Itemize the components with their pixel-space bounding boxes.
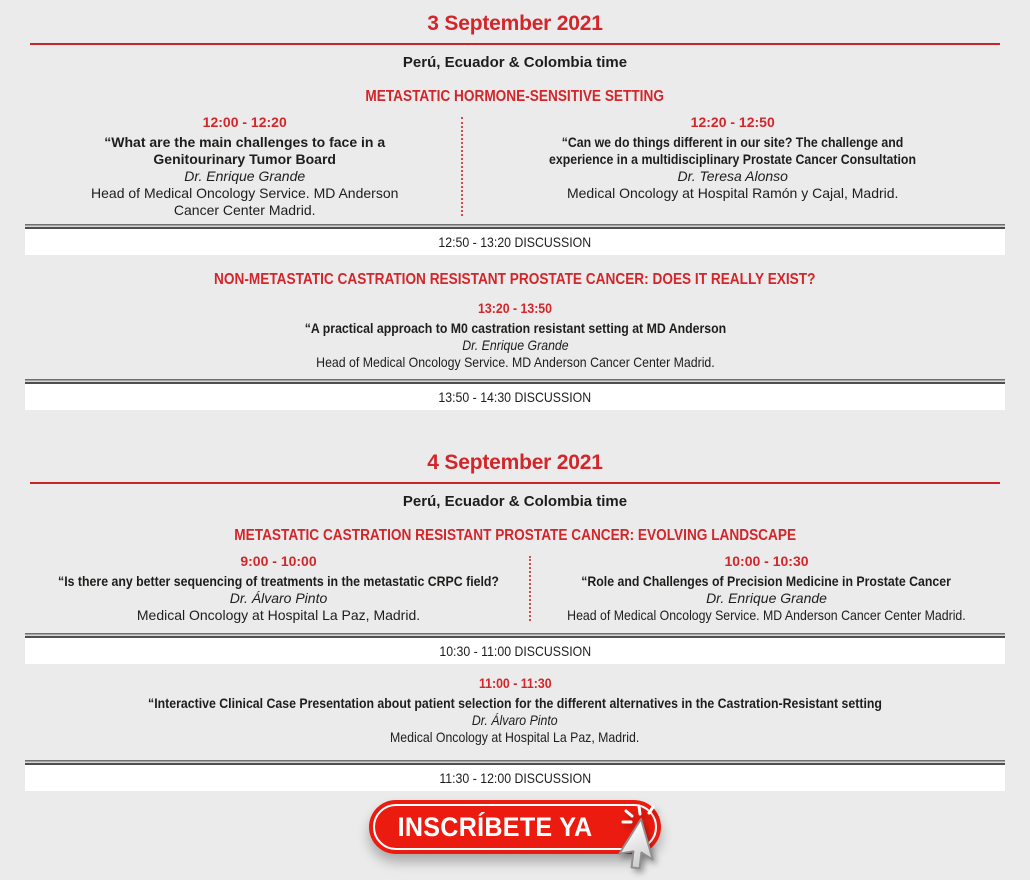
session-title: “What are the main challenges to face in a Genitourinary Tumor Board: [104, 134, 386, 167]
session-speaker: Dr. Álvaro Pinto: [472, 712, 558, 728]
session-title: “Is there any better sequencing of treatments in the metastatic CRPC field?: [58, 573, 499, 589]
session-time: 13:20 - 13:50: [478, 300, 552, 316]
session-title: “A practical approach to M0 castration resistant setting at MD Anderson: [304, 320, 726, 336]
session-title: “Role and Challenges of Precision Medicine in Prostate Cancer: [581, 573, 952, 589]
discussion-bar: [25, 633, 1005, 664]
session-speaker: Dr. Enrique Grande: [184, 168, 306, 184]
session-columns: [28, 553, 1002, 624]
session-speaker: Dr. Enrique Grande: [461, 337, 569, 353]
day-section-3-september: [0, 0, 1030, 410]
session-speaker: Dr. Álvaro Pinto: [229, 590, 328, 606]
session-right: [531, 553, 1002, 624]
cursor-click-icon: [615, 804, 679, 874]
session-speaker: Dr. Enrique Grande: [706, 590, 827, 606]
session-affiliation: Head of Medical Oncology Service. MD Anderson Cancer Center Madrid.: [567, 607, 966, 623]
session-title: “Can we do things different in our site? The challenge and experience in a multidisciplinary Prostate Cancer Consultation: [549, 134, 917, 167]
discussion-bar: [25, 760, 1005, 791]
session-time: 12:00 - 12:20: [202, 114, 287, 130]
section-title-hormone-sensitive: METASTATIC HORMONE-SENSITIVE SETTING: [365, 88, 665, 105]
session-time: 11:00 - 11:30: [478, 675, 552, 691]
session-title: “Interactive Clinical Case Presentation about patient selection for the different alternatives in the Castration-Resistant setting: [148, 695, 882, 711]
cta-row: [0, 800, 1030, 854]
timezone-note: Perú, Ecuador & Colombia time: [402, 493, 628, 510]
section-title-non-metastatic: NON-METASTATIC CASTRATION RESISTANT PROSTATE CANCER: DOES IT REALLY EXIST?: [214, 271, 816, 288]
session-affiliation: Medical Oncology at Hospital La Paz, Madrid.: [390, 729, 640, 745]
click-spark-lines: [623, 806, 653, 822]
session-affiliation: Medical Oncology at Hospital La Paz, Madrid.: [136, 607, 421, 623]
session-single: [28, 675, 1002, 746]
session-left: [28, 114, 461, 219]
session-affiliation: Medical Oncology at Hospital Ramón y Cajal, Madrid.: [566, 185, 899, 201]
session-time: 9:00 - 10:00: [240, 553, 317, 569]
pointer-arrow: [617, 819, 668, 875]
session-columns: [28, 114, 1002, 219]
day-section-4-september: [0, 451, 1030, 791]
session-single: [28, 300, 1002, 371]
discussion-bar: [25, 224, 1005, 255]
session-right: [463, 114, 1002, 219]
session-affiliation: Head of Medical Oncology Service. MD Anderson Cancer Center Madrid.: [91, 185, 399, 218]
register-button-label: INSCRÍBETE YA: [397, 811, 593, 842]
discussion-label: 11:30 - 12:00 DISCUSSION: [439, 770, 591, 786]
discussion-label: 10:30 - 11:00 DISCUSSION: [439, 643, 591, 659]
discussion-label: 13:50 - 14:30 DISCUSSION: [438, 389, 592, 405]
event-date: 3 September 2021: [427, 12, 603, 35]
register-button[interactable]: [369, 800, 661, 854]
timezone-note: Perú, Ecuador & Colombia time: [402, 54, 628, 71]
discussion-bar: [25, 379, 1005, 410]
session-affiliation: Head of Medical Oncology Service. MD Anderson Cancer Center Madrid.: [315, 354, 715, 370]
session-time: 10:00 - 10:30: [724, 553, 809, 569]
session-time: 12:20 - 12:50: [690, 114, 775, 130]
session-speaker: Dr. Teresa Alonso: [677, 168, 788, 184]
section-title-castration-resistant: METASTATIC CASTRATION RESISTANT PROSTATE CANCER: EVOLVING LANDSCAPE: [234, 527, 796, 544]
date-underline: [30, 43, 1000, 45]
event-date: 4 September 2021: [427, 451, 603, 474]
date-underline: [30, 482, 1000, 484]
discussion-label: 12:50 - 13:20 DISCUSSION: [438, 234, 592, 250]
session-left: [28, 553, 529, 624]
